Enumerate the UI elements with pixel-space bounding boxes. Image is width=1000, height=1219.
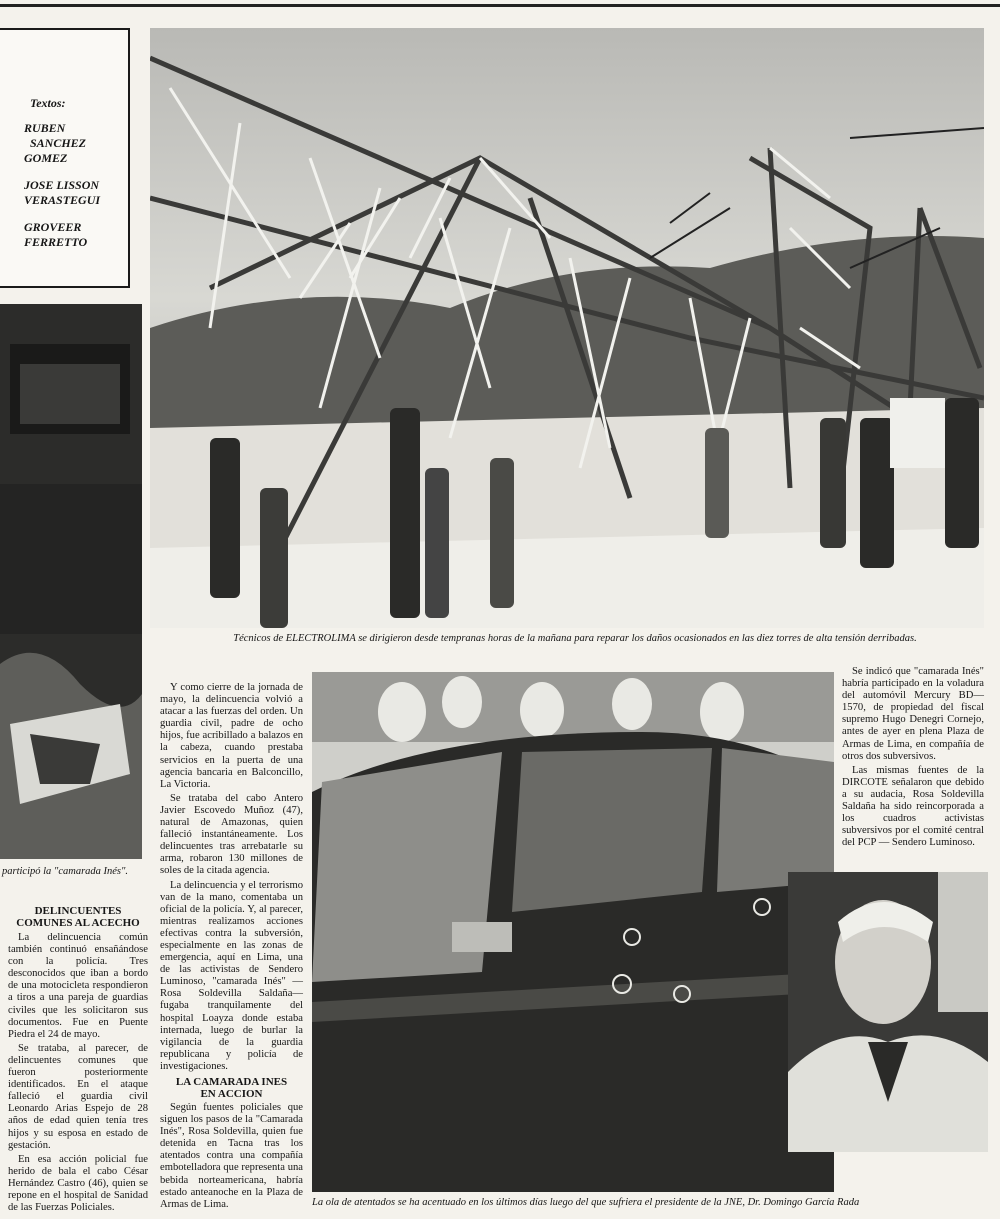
tower-photo — [150, 28, 984, 628]
credit-name: RUBEN — [24, 121, 66, 135]
middle-paragraph: Se trataba del cabo Antero Javier Escovedo Muñoz (47), natural de Amazonas, quien falleció instantáneamente. Los delincuentes tras arrebatarle su arma, robaron 130 millones de soles de la citada agencia. — [160, 792, 303, 877]
credit-name: GOMEZ — [24, 151, 68, 165]
tower-photo-graphic — [150, 28, 984, 628]
car-photo — [312, 672, 834, 1192]
car-photo-graphic — [312, 672, 834, 1192]
car-photo-caption: La ola de atentados se ha acentuado en los últimos días luego del que sufriera el presidente de la JNE, Dr. Domingo García Rada — [312, 1197, 860, 1208]
left-paragraph: Se trataba, al parecer, de delincuentes comunes que fueron posteriormente identificados. En el ataque falleció el guardia civil Leonardo Arias Espejo de 28 años de edad quien tenía tres hijos y su esposa en estado de gestación. — [8, 1042, 148, 1151]
middle-paragraph: Y como cierre de la jornada de mayo, la delincuencia volvió a atacar a las fuerzas del orden. Un guardia civil, padre de ocho hijos, fue acribillado a balazos en la cabeza, cuando prestaba servicios en la puerta de una agencia bancaria en Balconcillo, La Victoria. — [160, 682, 303, 790]
middle-heading — [160, 1076, 303, 1100]
credit-name: JOSE LISSON — [24, 178, 100, 192]
right-column — [842, 666, 984, 849]
portrait-photo — [788, 872, 988, 1152]
left-strip-photo — [0, 304, 142, 859]
credits-label: Textos: — [30, 96, 66, 110]
middle-heading-line1: LA CAMARADA INES — [175, 1076, 288, 1088]
right-paragraph: Las mismas fuentes de la DIRCOTE señalaron que debido a su audacia, Rosa Soldevilla Saldaña ha sido reincorporada a los cuadros activistas subversivos por el comité central del PCP — Sendero Luminoso. — [842, 764, 984, 849]
credit-name: FERRETTO — [24, 235, 88, 249]
left-strip-photo-graphic — [0, 304, 142, 859]
left-paragraph: La delincuencia común también continuó ensañándose con la policía. Tres desconocidos que iban a bordo de una motocicleta respondieron a tiros a una pareja de guardias civiles que les solicitaron sus documentos. Fue en Puente Piedra el 24 de mayo. — [8, 932, 148, 1040]
middle-heading-line2: EN ACCION — [200, 1088, 263, 1100]
tower-photo-caption: Técnicos de ELECTROLIMA se dirigieron desde tempranas horas de la mañana para reparar los daños ocasionados en las diez torres de alta tensión derribadas. — [233, 633, 917, 644]
right-paragraph: Se indicó que "camarada Inés" habría participado en la voladura del automóvil Mercury BD—1570, de propiedad del fiscal supremo Hugo Denegri Cornejo, antes de ayer en plena Plaza de Armas de Lima, en compañía de otros dos subversivos. — [842, 666, 984, 762]
portrait-photo-graphic — [788, 872, 988, 1152]
left-column — [8, 905, 148, 1214]
left-heading — [8, 905, 148, 929]
page-top-rule — [0, 4, 1000, 7]
credit-name: SANCHEZ — [30, 136, 87, 150]
credit-name: VERASTEGUI — [24, 193, 101, 207]
left-heading-line1: DELINCUENTES — [34, 905, 122, 917]
credits-box — [0, 28, 130, 288]
left-photo-caption: participó la "camarada Inés". — [2, 866, 129, 877]
middle-paragraph: Según fuentes policiales que siguen los pasos de la "Camarada Inés", Rosa Soldevilla, quien fue detenida en Tacna tras los atentados contra una compañía embotelladora que representa una bebida norteamericana, habría estado anteanoche en la Plaza de Armas de Lima. — [160, 1102, 303, 1210]
credit-name: GROVEER — [24, 220, 82, 234]
left-heading-line2: COMUNES AL ACECHO — [16, 917, 140, 929]
left-paragraph: En esa acción policial fue herido de bala el cabo César Hernández Castro (46), quien se repone en el hospital de Sanidad de las Fuerzas Policiales. — [8, 1153, 148, 1214]
middle-column — [160, 682, 303, 1211]
middle-paragraph: La delincuencia y el terrorismo van de la mano, comentaba un oficial de la policía. Y, al parecer, mientras realizamos acciones efectivas contra la subversión, especialmente en las zonas de emergencia, aquí en Lima, una de las activistas de Sendero Luminoso, "camarada Inés" — Rosa Soldevilla Saldaña— fugaba tranquilamente del hospital Loayza donde estaba internada, luego de burlar la vigilancia de la guardia republicana y policía de investigaciones. — [160, 879, 303, 1072]
